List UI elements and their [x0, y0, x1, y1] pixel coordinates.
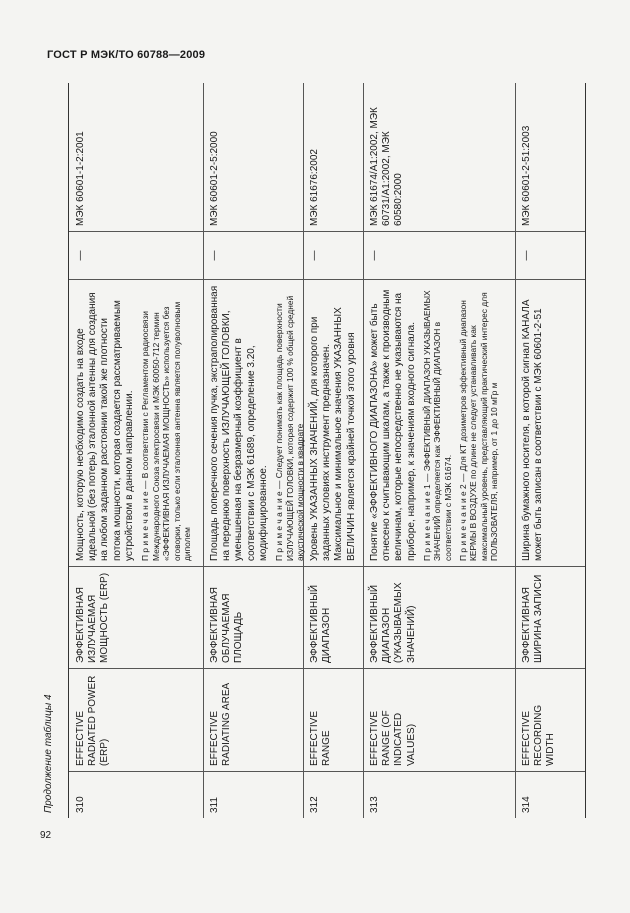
- terms-table: [68, 83, 586, 818]
- term-reference: МЭК 60601-1-2:2001: [69, 83, 203, 232]
- term-definition: [515, 280, 585, 567]
- definition-note: П р и м е ч а н и е — Следует понимать как площадь поверхности ИЗЛУЧАЮЩЕЙ ГОЛОВКИ, которая содержит 100 % общей средней акустической мощности в квадрате: [274, 295, 306, 561]
- definition-text: Площадь поперечного сечения пучка, экстраполированная на переднюю поверхность ИЗЛУЧАЮЩЕЙ ГОЛОВКИ, уменьшенная на безразмерный коэффициент в соответствии с МЭК 61689, определение 3.20, модифицированное.: [209, 285, 269, 561]
- table-row: [203, 83, 304, 818]
- term-reference: МЭК 61674/А1:2002, МЭК 60731/А1:2002, МЭК 60580:2000: [363, 83, 515, 232]
- table-row: [515, 83, 585, 818]
- term-definition: [203, 280, 306, 567]
- term-english: EFFECTIVE RANGE: [303, 669, 363, 772]
- term-number: 312: [309, 796, 320, 813]
- rotated-page-content: [30, 83, 585, 818]
- term-definition: [69, 280, 203, 567]
- term-english: EFFECTIVE RADIATING AREA: [203, 669, 303, 772]
- term-russian: ЭФФЕКТИВНЫЙ ДИАПАЗОН (УКАЗЫВАЕМЫХ ЗНАЧЕНИЙ): [363, 567, 515, 669]
- document-header: ГОСТ Р МЭК/ТО 60788—2009: [47, 49, 206, 61]
- term-dash: —: [203, 232, 303, 280]
- term-dash: —: [515, 232, 585, 280]
- term-russian: ЭФФЕКТИВНАЯ ОБЛУЧАЕМАЯ ПЛОЩАДЬ: [203, 567, 303, 669]
- term-reference: МЭК 61676:2002: [303, 83, 363, 232]
- term-definition: [303, 280, 363, 567]
- definition-note-2: П р и м е ч а н и е 2 — Для КТ дозиметров эффективный диапазон КЕРМЫ В ВОЗДУХЕ по длине не следует устанавливать как максимальный уровень, представляющий практический интерес для ПОЛЬЗОВАТЕЛЯ, например, от 1 до 10 мГр м: [457, 292, 500, 561]
- term-english: EFFECTIVE RECORDING WIDTH: [515, 669, 585, 772]
- table-row: [363, 83, 516, 818]
- term-russian: ЭФФЕКТИВНАЯ ИЗЛУЧАЕМАЯ МОЩНОСТЬ (ERP): [69, 567, 203, 669]
- term-dash: —: [303, 232, 363, 280]
- term-dash: —: [363, 232, 515, 280]
- rotated-table-container: [30, 83, 585, 818]
- table-row: [69, 83, 204, 818]
- term-russian: ЭФФЕКТИВНЫЙ ДИАПАЗОН: [303, 567, 363, 669]
- term-russian: ЭФФЕКТИВНАЯ ШИРИНА ЗАПИСИ: [515, 567, 585, 669]
- page-number: 92: [40, 830, 52, 841]
- term-number: 311: [209, 797, 220, 813]
- definition-text: Уровень УКАЗАННЫХ ЗНАЧЕНИЙ, для которого при заданных условиях инструмент предназначен. Максимальное и минимальное значения УКАЗАННЫХ ВЕЛИЧИН является крайней точкой этого уровня: [309, 307, 357, 561]
- definition-text: Понятие «ЭФФЕКТИВНОГО ДИАПАЗОНА» может быть отнесено к считывающим шкалам, а также к производным величинам, которые непосредственно не указываются на приборе, например, к значениям входного сигнала.: [369, 289, 417, 561]
- definition-text: Мощность, которую необходимо создать на входе идеальной (без потерь) эталонной антенны для создания на любом заданном расстоянии такой же плотности потока мощности, которая создается рассматриваемым устройством в данном направлении.: [75, 292, 135, 561]
- term-reference: МЭК 60601-2-51:2003: [515, 83, 585, 232]
- term-number: 313: [369, 796, 380, 813]
- term-english: EFFECTIVE RADIATED POWER (ERP): [69, 669, 203, 772]
- term-reference: МЭК 60601-2-5:2000: [203, 83, 303, 232]
- term-definition: [363, 280, 515, 567]
- term-dash: —: [69, 232, 203, 280]
- definition-text: Ширина бумажного носителя, в которой сигнал КАНАЛА может быть записан в соответствии с МЭК 60601-2-51: [521, 299, 545, 561]
- term-number: 310: [75, 796, 86, 813]
- table-row: [303, 83, 364, 818]
- term-number: 314: [521, 796, 532, 813]
- term-english: EFFECTIVE RANGE (OF INDICATED VALUES): [363, 669, 515, 772]
- definition-note: П р и м е ч а н и е — В соответствии с Регламентом радиосвязи Международного Союза электросвязи и МЭК 60050-712 термин «ЭФФЕКТИВНАЯ ИЗЛУЧАЕМАЯ МОЩНОСТЬ» используется без оговорки, только если эталонная антенна является полуволновым диполем: [140, 301, 193, 561]
- table-caption: Продолжение таблицы 4: [43, 694, 54, 813]
- definition-note: П р и м е ч а н и е 1 — ЭФФЕКТИВНЫЙ ДИАПАЗОН УКАЗЫВАЕМЫХ ЗНАЧЕНИЙ определяется как ЭФФЕКТИВНЫЙ ДИАПАЗОН в соответствии с МЭК 61674.: [421, 290, 453, 561]
